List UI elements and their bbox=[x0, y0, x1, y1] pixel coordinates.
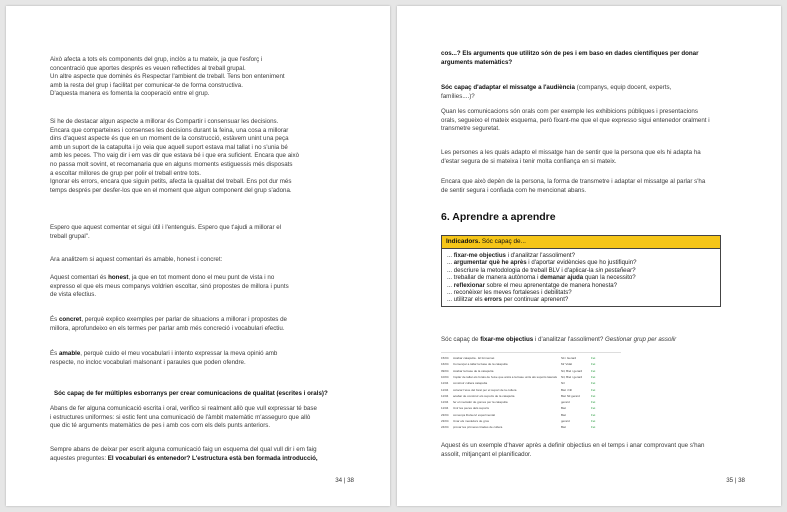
indicator-item: ... utilitzar els errors per continuar aprenent? bbox=[447, 296, 569, 304]
indicators-header: Indicadors. Sóc capaç de... bbox=[442, 236, 720, 249]
planner-cell: 11/04 bbox=[441, 393, 449, 398]
planner-cell: gerard bbox=[561, 419, 570, 423]
paragraph-continued: cos...? Els arguments que utilitzo són de pes i em baso en dades científiques per donar arguments matemàtics? bbox=[441, 50, 699, 66]
indicator-item: ... reconèixer les meves fortaleses i debilitats? bbox=[447, 289, 572, 297]
planner-cell: Sit i Gerard bbox=[561, 356, 577, 360]
page-34 bbox=[6, 6, 390, 506]
indicator-item: ... treballar de manera autònoma i demanar ajuda quan la necessito? bbox=[447, 274, 636, 282]
heading-audience: Sóc capaç d'adaptar el missatge a l'audiència (companys, equip docent, experts, famílies....)? bbox=[441, 84, 672, 100]
planner-row bbox=[441, 400, 621, 405]
planner-cell: Nil bbox=[561, 381, 565, 386]
paragraph-honest: Aquest comentari és honest, ja que en tot moment dono el meu punt de vista i no expresso el que els meus companys voldrien escoltar, sinó propostes de millora i punts de vista efectius. bbox=[50, 274, 289, 299]
page-number: 35 | 38 bbox=[726, 477, 745, 484]
page-number: 34 | 38 bbox=[335, 477, 354, 484]
planner-cell: Nil, Biel i gerard bbox=[561, 368, 583, 373]
planner-cell: Biel bbox=[561, 425, 567, 430]
planner-cell: 09/04 bbox=[441, 368, 449, 373]
planner-status: Fet bbox=[591, 393, 596, 398]
paragraph-outline: Sempre abans de deixar per escrit alguna comunicació faig un esquema del qual vull dir i em faig aquestes preguntes: El vocabulari és entenedor? L'estructura està ben formada introducció, bbox=[50, 446, 318, 462]
planner-status: Fet bbox=[591, 400, 596, 405]
planner-cell: Biel bbox=[561, 406, 567, 411]
honest-word: honest bbox=[108, 274, 129, 281]
indicator-item: ... reflexionar sobre el meu aprenentatge de manera honesta? bbox=[447, 281, 618, 289]
paragraph-concret: És concret, perquè explico exemples per parlar de situacions a millorar i propostes de millora, aprofundeixo en els termes per parlar amb més concreció i vocabulari efectiu. bbox=[50, 316, 287, 332]
planner-cell: Biel bbox=[561, 412, 567, 417]
planner-cell: provar les primeres tirades de cullera bbox=[453, 425, 503, 430]
planner-cell: 23/04 bbox=[441, 412, 449, 417]
planner-status: Fet bbox=[591, 425, 596, 430]
planner-cell: 11/04 bbox=[441, 381, 449, 386]
planner-row bbox=[441, 369, 621, 374]
paragraph-effort: Això afecta a tots els components del grup, inclòs a tu mateix, ja que l'esforç i concentració que aportes després es veuen reflectides al treball grupal. Un altre aspecte que dominès és Respectar l'ambient de treball. Tens bon enteniment amb la resta del grup i facilitat per comunicar-te de forma constructiva. D'aquesta manera es fomenta la cooperació entre el grup. bbox=[50, 56, 285, 98]
planner-cell: 15/04 bbox=[441, 356, 449, 360]
planner-status: Fet bbox=[591, 381, 596, 386]
planner-cell: Unir les peces dels suports bbox=[453, 406, 490, 411]
planner-cell: 10/04 bbox=[441, 374, 449, 379]
planner-status: Fet bbox=[591, 387, 596, 392]
planner-status: Fet bbox=[591, 406, 596, 411]
section-title: 6. Aprendre a aprendre bbox=[441, 211, 556, 223]
concret-word: concret bbox=[58, 316, 82, 323]
planner-cell: Acabar catapulta · El formerset bbox=[453, 356, 495, 360]
planner-row bbox=[441, 375, 621, 380]
planner-cell: Acabar la base de la catapulta bbox=[453, 368, 494, 373]
planner-cell: 11/04 bbox=[441, 400, 449, 405]
planner-sheet bbox=[441, 352, 621, 432]
planner-row bbox=[441, 419, 621, 424]
planner-cell: construir cullera catapulta bbox=[453, 381, 488, 386]
planner-row bbox=[441, 425, 621, 430]
planner-cell: comença lbs/servi experimental bbox=[453, 412, 496, 417]
planner-cell: colocar l'eixe del forat per el suport de la cullera bbox=[453, 387, 517, 392]
planner-cell: fer el mecàdor de gomes per la catapulta bbox=[453, 400, 508, 405]
heading-drafts: Sóc capaç de fer múltiples esborranys per crear comunicacions de qualitat (escrites i orals)? bbox=[54, 390, 328, 397]
indicators-list bbox=[442, 249, 720, 307]
planner-cell: Biel Nil gerard bbox=[561, 393, 580, 398]
planner-cell: acabar de construir els suports de la catapulta bbox=[453, 393, 515, 398]
indicator-item: ... fixar-me objectius i d'analitzar l'assoliment? bbox=[447, 252, 575, 259]
planner-row bbox=[441, 406, 621, 411]
planner-cell: 11/04 bbox=[441, 387, 449, 392]
paragraph-analysis: Ara analitzem si aquest comentari és amable, honest i concret: bbox=[50, 256, 223, 263]
paragraph-depends: Encara que això depèn de la persona, la forma de transmetre i adaptar el missatge al parlar s'ha de sentir segura i confiada com he mencionat abans. bbox=[441, 178, 706, 194]
paragraph-amable: És amable, perquè cuido el meu vocabulari i intento expressar la meva opinió amb respecte, no incloc vocabulari malsonant i paraules que poden ofendre. bbox=[50, 350, 278, 366]
planner-status: Fet bbox=[591, 362, 596, 367]
paragraph-confidence: Les persones a les quals adapto el missatge han de sentir que la persona que els hi adapta ha d'estar segura de si mateixa i tenir molta confiança en si mateix. bbox=[441, 149, 701, 165]
planner-cell: Biel i Nil bbox=[561, 387, 572, 392]
indicators-box bbox=[441, 235, 721, 307]
planner-status: Fet bbox=[591, 374, 596, 379]
planner-cell: 16/04 bbox=[441, 362, 449, 367]
planner-status: Fet bbox=[591, 419, 596, 423]
planner-row bbox=[441, 394, 621, 399]
planner-status: Fet bbox=[591, 368, 596, 373]
planner-cell: 11/04 bbox=[441, 406, 449, 411]
planner-cell: Mr Vidal bbox=[561, 362, 572, 367]
planner-row bbox=[441, 413, 621, 418]
paragraph-verify: Abans de fer alguna comunicació escrita i oral, verifico si realment allò que vull expressar té base i estructures uniformes: si estic fent una comunicació de l'àmbit matemàtic m'asseguro que allò que dic té arguments matemàtics de pes i amb cos com els dels punts anteriors. bbox=[50, 405, 317, 430]
planner-cell: Nil, Biel i gerard bbox=[561, 374, 583, 379]
planner-status: Fet bbox=[591, 356, 596, 360]
paragraph-oral: Quan les comunicacions són orals com per exemple les exhibicions públiques i presentacions orals, segueixo el mateix esquema, però fixant-me que el que expresso sigui entenedor oralment i transmetre seguretat. bbox=[441, 108, 710, 133]
planner-row bbox=[441, 356, 621, 361]
planner-status: Fet bbox=[591, 412, 596, 417]
planner-row bbox=[441, 381, 621, 386]
paragraph-hope: Espero que aquest comentar et sigui útil i l'entenguis. Espero que t'ajudi a millorar el treball grupal". bbox=[50, 224, 282, 240]
indicator-item: ... descriure la metodologia de treball BLV i d'aplicar-la sin pestañear? bbox=[447, 266, 636, 274]
planner-cell: Començar a tallar la base de la catapulta bbox=[453, 362, 508, 367]
paragraph-improve: Si he de destacar algun aspecte a millorar és Compartir i consensuar les decisions. Encara que comparteixes i consenses les decisions durant la feina, una cosa a millorar dins d'aquest aspecte és que en un moment de la construcció, estàvem unint una peça amb un suport de la catapulta i jo veia que aquell suport estava mal tallat i no s'unia bé amb les peces. T'ho vaig dir i em vas dir que estava bé i que era suficient. Encara que això no passa molt sovint, et recomanaria que en alguns moments estiguessis més disposats a escoltar millores de grup per polir el treball entre tots. Ignorar els errors, encara que siguin petits, afecta la qualitat del treball. Ens pot dur més temps després per desfer-los que en el moment que algun component del grup s'adona. bbox=[50, 118, 300, 194]
planner-cell: Implar de tallar els forats de l'eixe que anirà a la base units als suports laterals bbox=[453, 374, 557, 379]
question-goals: Sóc capaç de fixar-me objectius i d'analitzar l'assoliment? Gestionar grup per assolir bbox=[441, 336, 677, 343]
page-35 bbox=[397, 6, 781, 506]
amable-word: amable bbox=[58, 350, 81, 357]
paragraph-example: Aquest és un exemple d'haver après a definir objectius en el temps i anar comprovant que s'han assolit, mitjançant el planificador. bbox=[441, 442, 705, 458]
planner-cell: gerard bbox=[561, 400, 570, 405]
planner-cell: 24/04 bbox=[441, 425, 449, 430]
planner-row bbox=[441, 388, 621, 393]
indicator-item: ... argumentar què he après i d'aportar evidències que ho justifiquin? bbox=[447, 259, 637, 267]
planner-row bbox=[441, 362, 621, 367]
planner-cell: Unar els mecàdors de gros bbox=[453, 419, 490, 423]
planner-cell: 23/04 bbox=[441, 419, 449, 423]
